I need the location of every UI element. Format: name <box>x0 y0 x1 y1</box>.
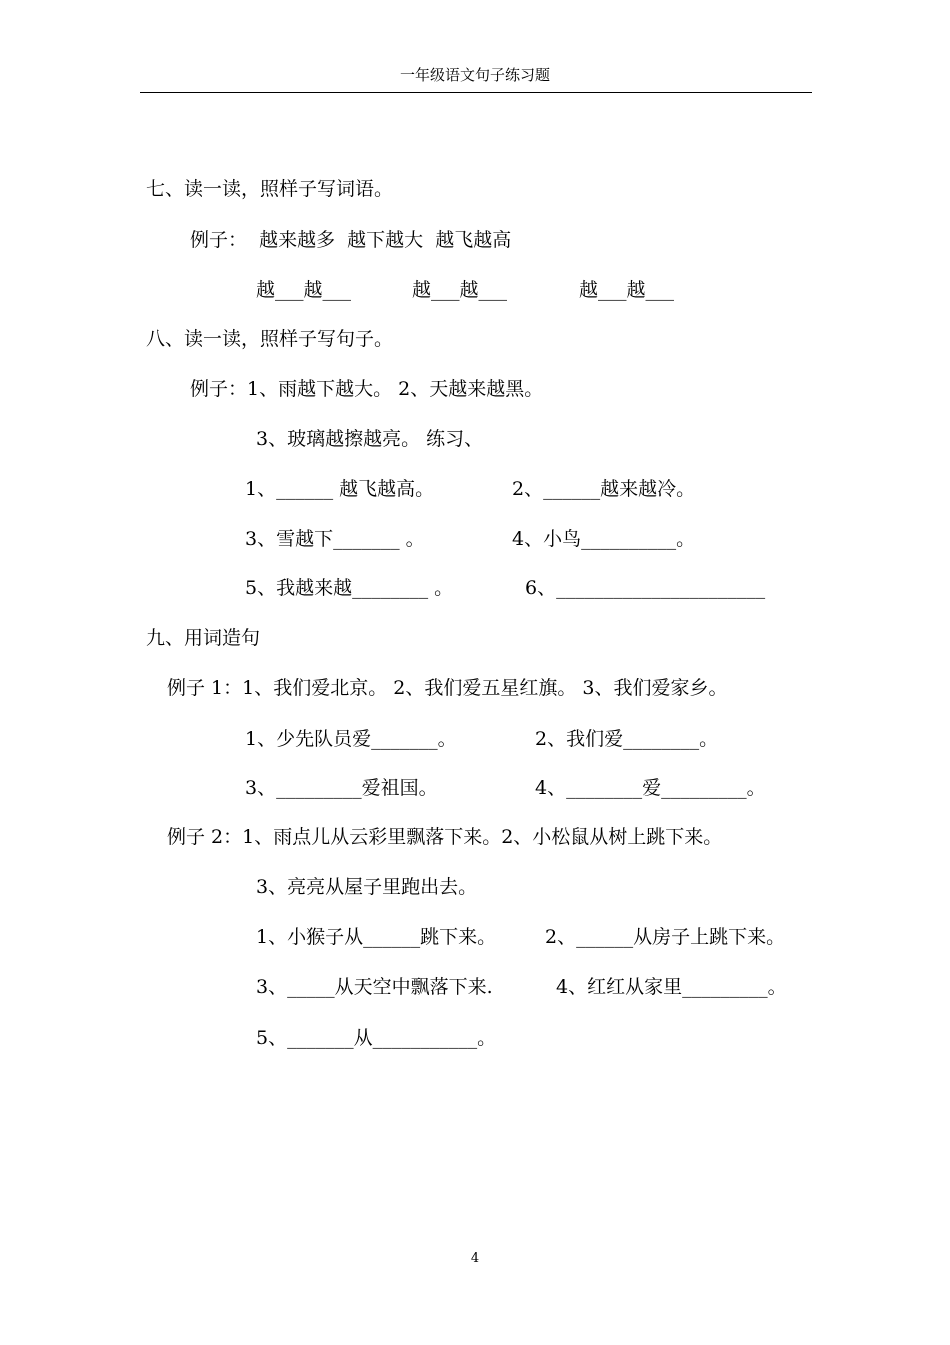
section-8-item-5: 5、我越来越________ 。 <box>245 577 454 599</box>
section-9-example-2-item-5: 5、_______从___________。 <box>256 1027 497 1049</box>
section-8-example-line-2: 3、玻璃越擦越亮。 练习、 <box>256 428 484 450</box>
section-9-example-2-item-1: 1、小猴子从______跳下来。 <box>256 926 497 948</box>
section-7-blank-2: 越___越___ <box>412 279 508 301</box>
section-7-blank-3: 越___越___ <box>579 279 675 301</box>
page-header: 一年级语文句子练习题 <box>399 66 550 84</box>
section-9-example-2-line-1: 例子 2：1、雨点儿从云彩里飘落下来。2、小松鼠从树上跳下来。 <box>167 826 723 848</box>
section-8-heading: 八、读一读，照样子写句子。 <box>146 328 394 350</box>
section-9-example-1-item-3: 3、_________爱祖国。 <box>245 777 438 799</box>
section-8-item-6: 6、______________________ <box>525 577 766 599</box>
section-9-example-1-item-4: 4、________爱_________。 <box>535 777 766 799</box>
section-8-item-2: 2、______越来越冷。 <box>512 478 696 500</box>
section-7-heading: 七、读一读，照样子写词语。 <box>146 178 394 200</box>
section-9-example-1-item-1: 1、少先队员爱_______。 <box>245 728 457 750</box>
page-number: 4 <box>470 1251 480 1266</box>
section-8-item-4: 4、小鸟__________。 <box>512 528 696 550</box>
section-9-example-2-item-4: 4、红红从家里_________。 <box>556 976 787 998</box>
section-9-example-1: 例子 1：1、我们爱北京。 2、我们爱五星红旗。 3、我们爱家乡。 <box>167 677 728 699</box>
section-9-example-2-item-3: 3、_____从天空中飘落下来. <box>256 976 493 998</box>
header-rule <box>140 92 812 93</box>
section-8-example-line-1: 例子：1、雨越下越大。 2、天越来越黑。 <box>190 378 544 400</box>
section-9-example-2-line-2: 3、亮亮从屋子里跑出去。 <box>256 876 478 898</box>
section-8-item-3: 3、雪越下_______ 。 <box>245 528 425 550</box>
section-9-example-2-item-2: 2、______从房子上跳下来。 <box>545 926 786 948</box>
section-8-item-1: 1、______ 越飞越高。 <box>245 478 435 500</box>
section-9-heading: 九、用词造句 <box>146 627 261 649</box>
section-7-blank-1: 越___越___ <box>256 279 352 301</box>
section-9-example-1-item-2: 2、我们爱________。 <box>535 728 719 750</box>
section-7-example: 例子： 越来越多 越下越大 越飞越高 <box>190 229 512 251</box>
